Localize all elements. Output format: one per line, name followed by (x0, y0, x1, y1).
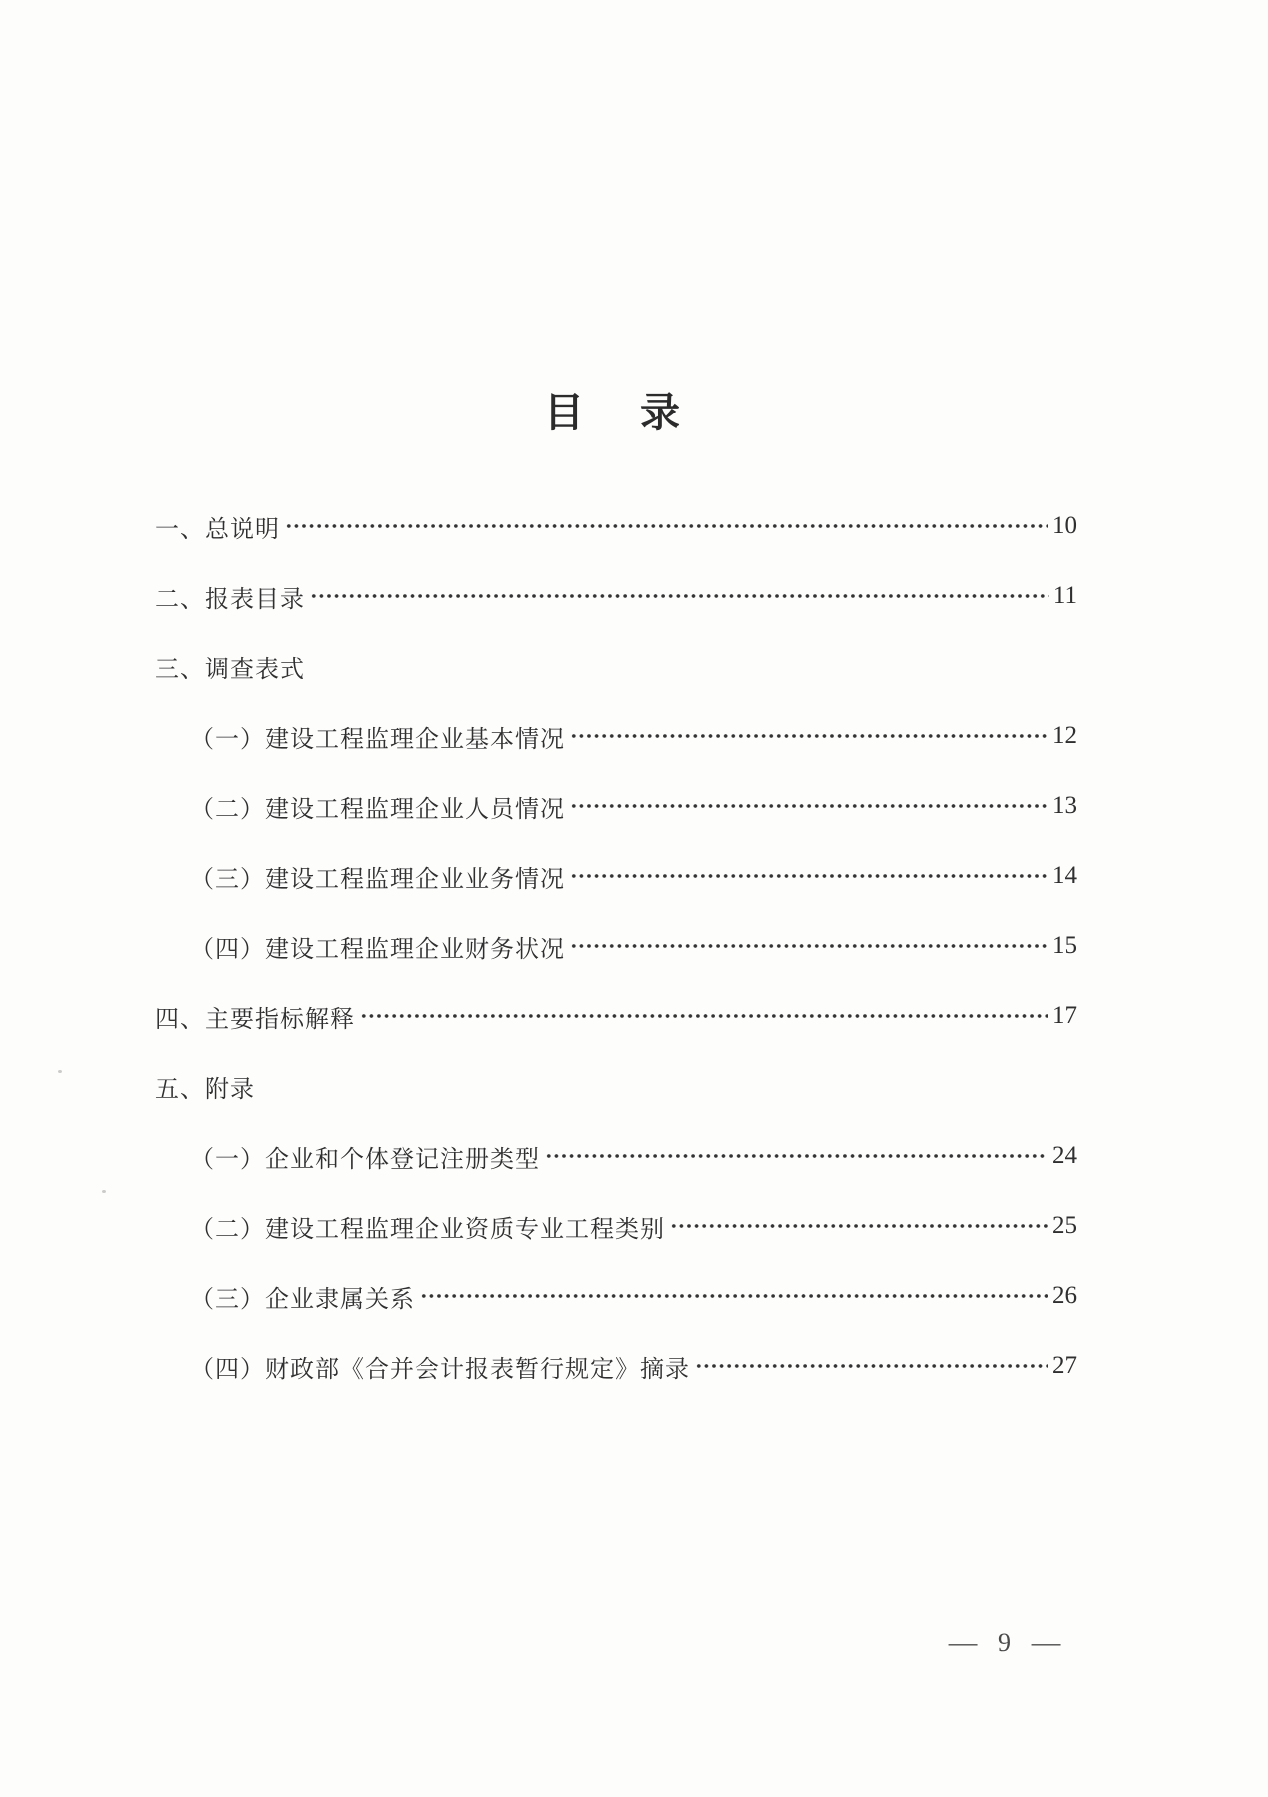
toc-entry (155, 1141, 1077, 1171)
toc-entry-page-number: 10 (1052, 512, 1077, 539)
toc-entry-label: （四）财政部《合并会计报表暂行规定》摘录 (190, 1356, 690, 1383)
toc-entry-label: 二、报表目录 (155, 586, 305, 613)
toc-entry (155, 1001, 1077, 1031)
toc-entry (155, 861, 1077, 891)
toc-entry-label: （一）企业和个体登记注册类型 (190, 1146, 540, 1173)
toc-entry (155, 651, 1077, 681)
dotted-leader (310, 584, 1049, 608)
toc-entry (155, 721, 1077, 751)
toc-entry-page-number: 27 (1052, 1352, 1077, 1379)
page-title: 目 录 (544, 390, 688, 435)
dotted-leader (670, 1214, 1048, 1238)
toc-entry-label: （二）建设工程监理企业人员情况 (190, 796, 565, 823)
toc-entry (155, 1281, 1077, 1311)
toc-entry-label: 一、总说明 (155, 516, 280, 543)
toc-entry-label: 五、附录 (155, 1076, 255, 1103)
footer-left-dash: — (948, 1628, 978, 1657)
toc-entry (155, 931, 1077, 961)
toc-entry (155, 1211, 1077, 1241)
table-of-contents (155, 511, 1077, 1421)
dotted-leader (570, 724, 1048, 748)
toc-entry (155, 1071, 1077, 1101)
toc-entry (155, 581, 1077, 611)
dotted-leader (360, 1004, 1048, 1028)
dotted-leader (570, 934, 1048, 958)
toc-entry-label: 四、主要指标解释 (155, 1006, 355, 1033)
toc-entry-page-number: 14 (1052, 862, 1077, 889)
page-footer (950, 1628, 1059, 1658)
toc-entry-page-number: 11 (1052, 582, 1077, 609)
toc-entry (155, 511, 1077, 541)
toc-entry-page-number: 17 (1052, 1002, 1077, 1029)
dotted-leader (695, 1354, 1048, 1378)
dotted-leader (570, 864, 1048, 888)
toc-entry-label: （一）建设工程监理企业基本情况 (190, 726, 565, 753)
toc-entry-page-number: 15 (1052, 932, 1077, 959)
toc-entry-page-number: 13 (1052, 792, 1077, 819)
footer-page-number: 9 (998, 1628, 1011, 1657)
toc-entry (155, 1351, 1077, 1381)
toc-entry-label: 三、调查表式 (155, 656, 305, 683)
toc-entry-label: （三）企业隶属关系 (190, 1286, 415, 1313)
dotted-leader (570, 794, 1048, 818)
dotted-leader (545, 1144, 1048, 1168)
dotted-leader (420, 1284, 1048, 1308)
dotted-leader (285, 514, 1048, 538)
scan-speck (102, 1190, 106, 1193)
toc-entry-page-number: 24 (1052, 1142, 1077, 1169)
footer-right-dash: — (1031, 1628, 1061, 1657)
toc-entry (155, 791, 1077, 821)
toc-entry-label: （三）建设工程监理企业业务情况 (190, 866, 565, 893)
toc-entry-label: （四）建设工程监理企业财务状况 (190, 936, 565, 963)
scan-speck (58, 1070, 62, 1073)
toc-entry-page-number: 25 (1052, 1212, 1077, 1239)
toc-entry-page-number: 26 (1052, 1282, 1077, 1309)
toc-entry-label: （二）建设工程监理企业资质专业工程类别 (190, 1216, 665, 1243)
toc-entry-page-number: 12 (1052, 722, 1077, 749)
